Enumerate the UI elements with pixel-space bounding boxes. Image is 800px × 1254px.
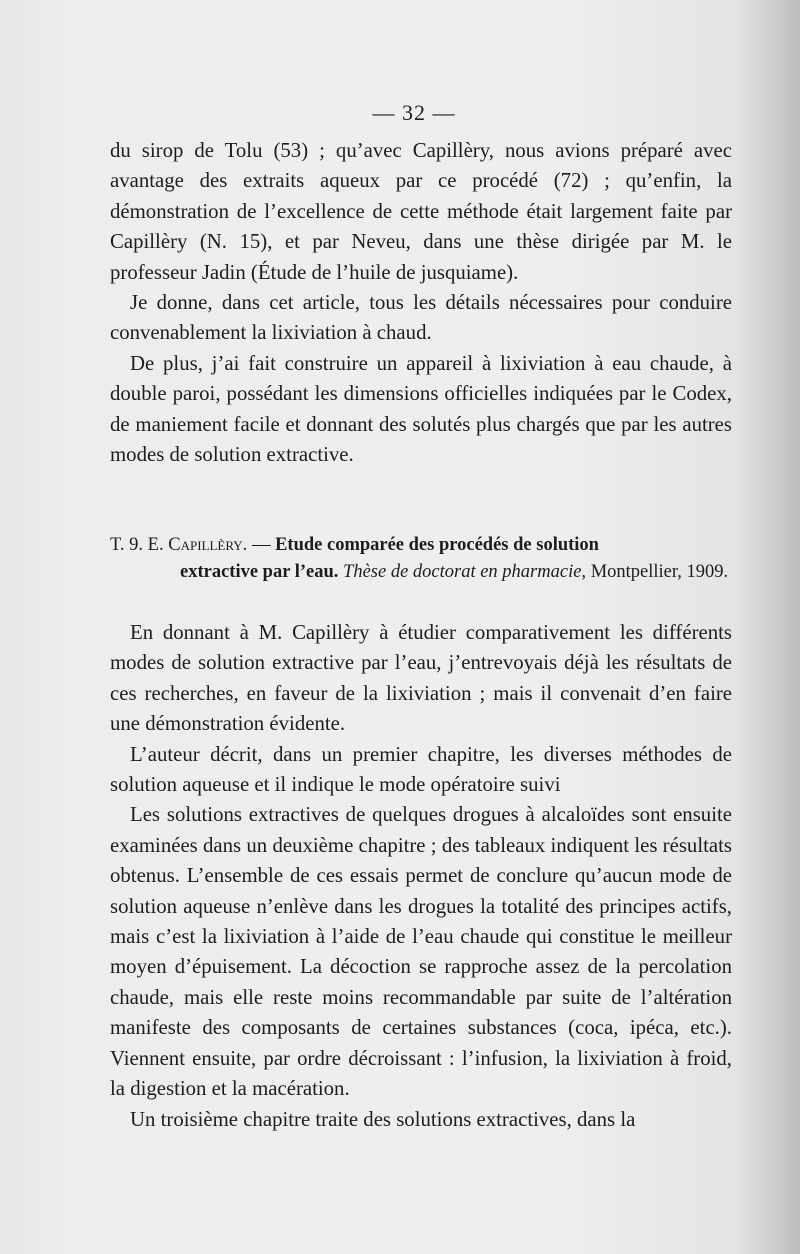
notice-reference: T. 9. E.: [110, 535, 164, 555]
paragraph: L’auteur décrit, dans un premier chapitre, les diverses méthodes de solution aqueuse et il indique le mode opératoire suivi: [110, 742, 732, 797]
notice-title-continued: extractive par l’eau.: [180, 561, 339, 582]
notice-title: Etude comparée des procédés de solution: [275, 535, 599, 555]
paragraph: En donnant à M. Capillèry à étudier comparativement les différents modes de solution extractive par l’eau, j’entrevoyais déjà les résultats de ces recherches, en faveur de la lixiviation ; mais il convenait d’en faire une démonstration évidente.: [110, 621, 732, 736]
paragraph: Un troisième chapitre traite des solutions extractives, dans la: [130, 1107, 636, 1131]
notice-journal: Thèse de doctorat en pharmacie,: [343, 561, 587, 582]
paragraph: De plus, j’ai fait construire un appareil à lixiviation à eau chaude, à double paroi, possédant les dimensions officielles indiquées par le Codex, de maniement facile et donnant des solutés plus chargés que par les autres modes de solution extractive.: [110, 351, 732, 467]
paragraph: Je donne, dans cet article, tous les détails nécessaires pour conduire convenablement la lixiviation à chaud.: [110, 291, 732, 345]
notice-author: Capillèry.: [168, 535, 248, 555]
top-text-block: [110, 136, 732, 470]
paragraph: du sirop de Tolu (53) ; qu’avec Capillèry, nous avions préparé avec avantage des extraits aqueux par ce procédé (72) ; qu’enfin, la démonstration de l’excellence de cette méthode était largement faite par Capillèry (N. 15), et par Neveu, dans une thèse dirigée par M. le professeur Jadin (Étude de l’huile de jusquiame).: [110, 139, 732, 284]
bibliographic-notice: [110, 532, 732, 585]
paragraph: Les solutions extractives de quelques drogues à alcaloïdes sont ensuite examinées dans un deuxième chapitre ; des tableaux indiquent les résultats obtenus. L’ensemble de ces essais permet de conclure qu’aucun mode de solution aqueuse n’enlève dans les drogues la totalité des principes actifs, mais c’est la lixiviation à l’aide de l’eau chaude qui constitue le meilleur moyen d’épuisement. La décoction se rapproche assez de la percolation chaude, mais elle reste moins recommandable par suite de l’altération manifeste des composants de certaines substances (coca, ipéca, etc.). Viennent ensuite, par ordre décroissant : l’infusion, la lixiviation à froid, la digestion et la macération.: [110, 803, 732, 1101]
page-number: — 32 —: [372, 100, 456, 125]
notice-place-year: Montpellier, 1909.: [590, 561, 729, 582]
notice-dash: —: [251, 535, 271, 555]
bottom-text-block: [110, 618, 732, 1135]
